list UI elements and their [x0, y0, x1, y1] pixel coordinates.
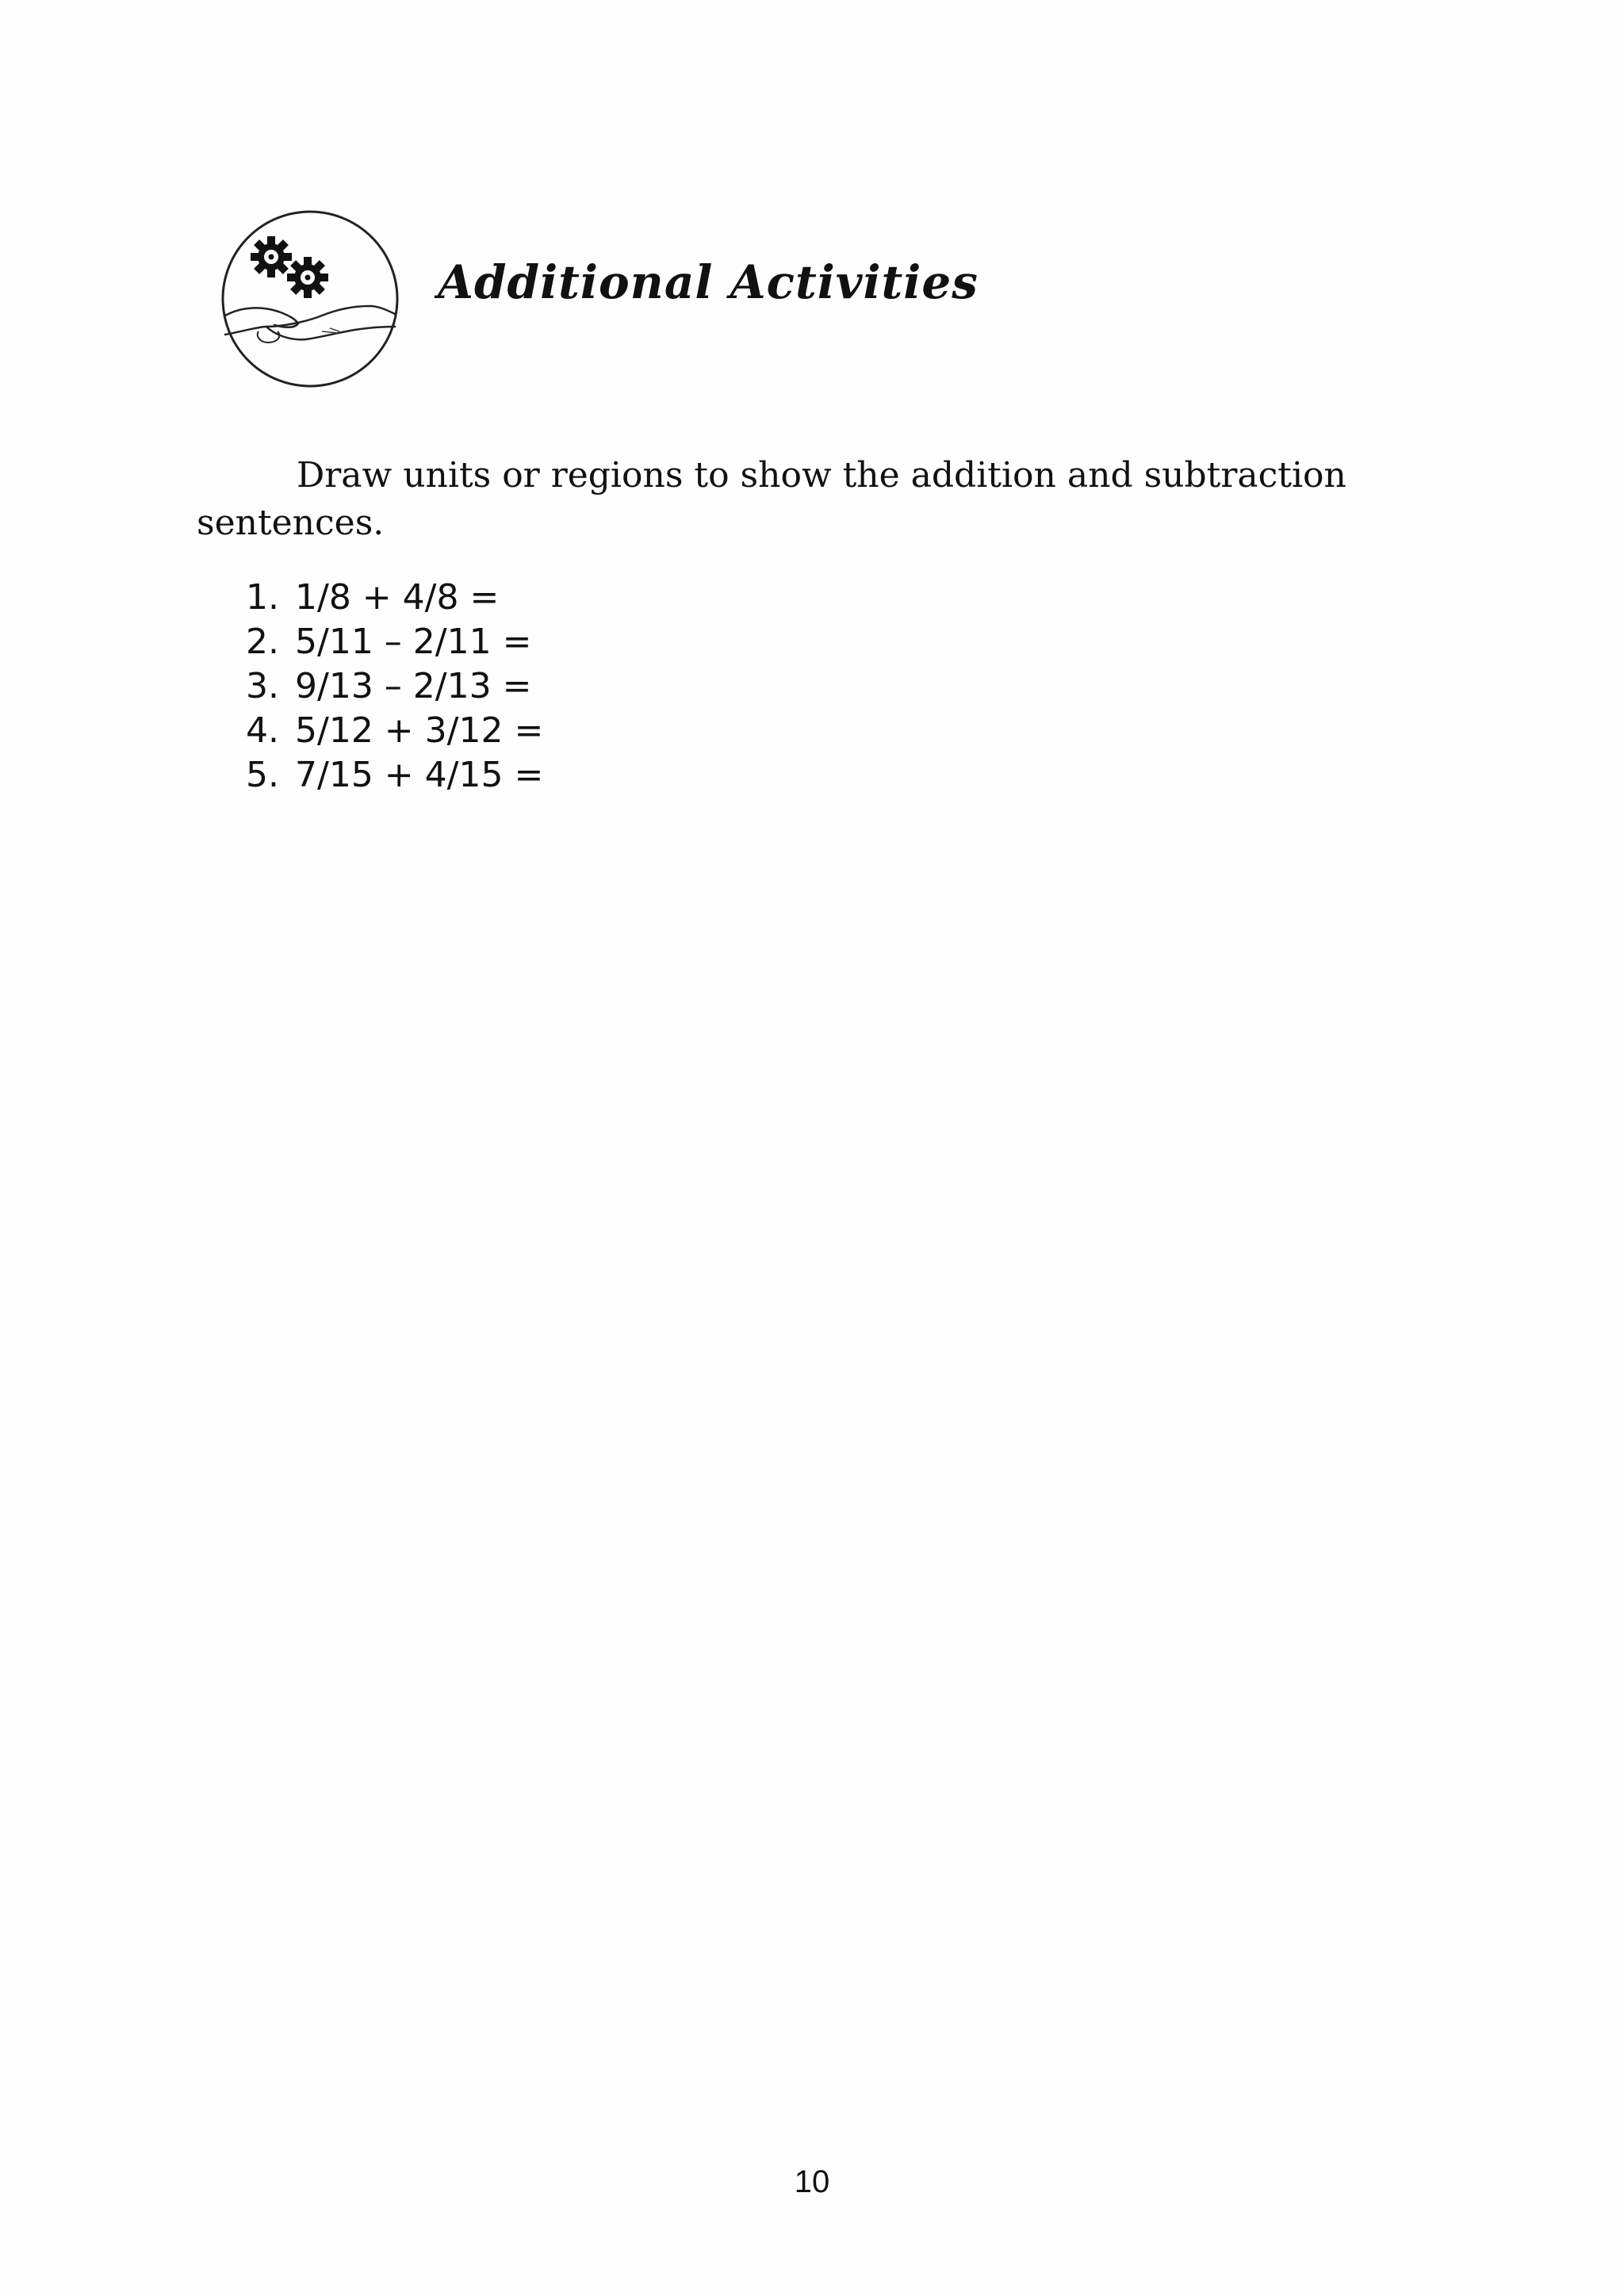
problem-number: 4.: [246, 710, 279, 751]
problem-number: 2.: [246, 622, 279, 662]
problem-expression: 9/13 – 2/13 =: [295, 666, 532, 706]
problem-number: 3.: [246, 666, 279, 706]
problem-item: [246, 664, 543, 709]
gears-on-hand-icon: [219, 208, 401, 390]
section-title: Additional Activities: [438, 255, 979, 309]
problem-expression: 5/11 – 2/11 =: [295, 622, 532, 662]
problem-expression: 5/12 + 3/12 =: [295, 710, 544, 751]
page-number: 10: [794, 2164, 830, 2199]
problem-expression: 1/8 + 4/8 =: [295, 577, 500, 618]
problem-item: [246, 709, 543, 753]
problem-item: [246, 620, 543, 664]
instructions-text: Draw units or regions to show the addition and subtraction sentences.: [197, 455, 1346, 543]
problem-expression: 7/15 + 4/15 =: [295, 755, 544, 795]
problem-list: [246, 576, 543, 798]
problem-number: 5.: [246, 755, 279, 795]
problem-number: 1.: [246, 577, 279, 618]
problem-item: [246, 576, 543, 620]
problem-item: [246, 753, 543, 798]
